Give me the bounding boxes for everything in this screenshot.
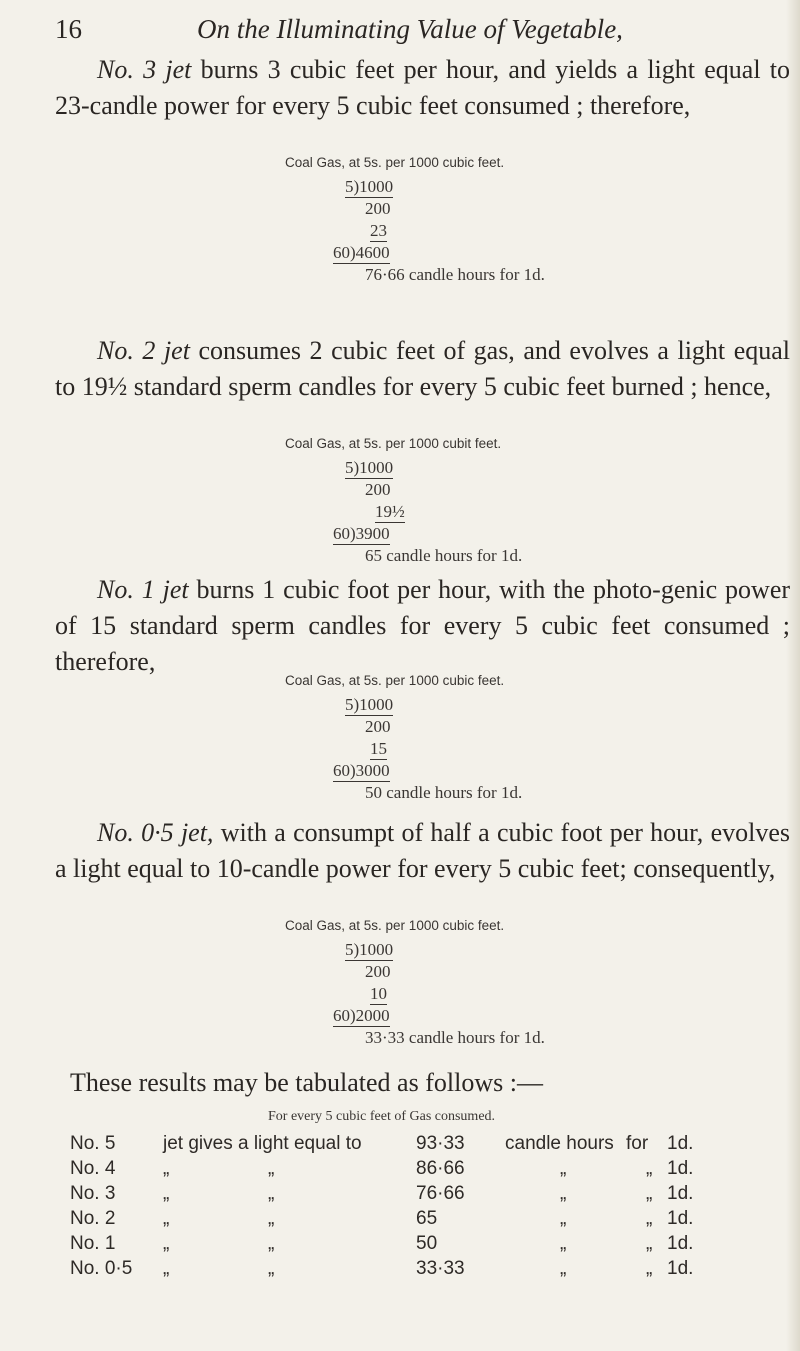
calc-result: 76·66 candle hours for 1d. — [365, 265, 545, 284]
row-ditto: „ — [163, 1183, 170, 1204]
row-ditto: „ — [560, 1258, 567, 1279]
calculation-jet-2 — [285, 436, 705, 565]
table-row — [70, 1133, 710, 1157]
calc-line: 23 — [370, 221, 387, 240]
row-price: 1d. — [667, 1208, 694, 1229]
calculation-jet-1 — [285, 673, 705, 802]
row-value: 65 — [416, 1208, 438, 1229]
calc-line: 200 — [365, 480, 391, 499]
row-ditto: „ — [560, 1183, 567, 1204]
calc-line: 60)3900 — [333, 524, 390, 543]
calc-result: 50 candle hours for 1d. — [365, 783, 523, 802]
table-row — [70, 1233, 710, 1257]
row-jet: No. 0·5 — [70, 1258, 133, 1279]
page-number: 16 — [55, 14, 82, 44]
jet-number: No. 0·5 — [97, 818, 174, 847]
row-ditto: „ — [646, 1158, 653, 1179]
row-price: 1d. — [667, 1158, 694, 1179]
calc-line: 200 — [365, 962, 391, 981]
row-ditto: „ — [560, 1158, 567, 1179]
paragraph-text: consumes 2 cubic feet of gas, and evolves a light equal to 19½ standard sperm candles for every 5 cubic feet burned ; hence, — [55, 336, 790, 401]
calc-caption: Coal Gas, at 5s. per 1000 cubit feet. — [285, 436, 502, 451]
jet-word: jet — [162, 575, 189, 604]
row-ditto: „ — [560, 1208, 567, 1229]
calc-line: 200 — [365, 717, 391, 736]
row-price: 1d. — [667, 1258, 694, 1279]
calc-line: 15 — [370, 739, 387, 758]
table-caption: For every 5 cubic feet of Gas consumed. — [268, 1109, 496, 1124]
jet-word: jet, — [180, 818, 214, 847]
row-jet: No. 1 — [70, 1233, 116, 1254]
row-jet: No. 4 — [70, 1158, 116, 1179]
table-intro: These results may be tabulated as follows :— — [70, 1068, 543, 1097]
row-phrase: jet gives a light equal to — [163, 1133, 362, 1154]
jet-word: jet — [163, 336, 190, 365]
row-jet: No. 2 — [70, 1208, 116, 1229]
row-price: 1d. — [667, 1233, 694, 1254]
row-for: for — [626, 1133, 649, 1154]
row-ditto: „ — [268, 1183, 275, 1204]
calc-line: 5)1000 — [345, 695, 394, 714]
calc-line: 60)3000 — [333, 761, 390, 780]
row-ditto: „ — [163, 1158, 170, 1179]
row-value: 93·33 — [416, 1133, 465, 1154]
row-ditto: „ — [646, 1233, 653, 1254]
calc-line: 200 — [365, 199, 391, 218]
row-ditto: „ — [268, 1158, 275, 1179]
row-ditto: „ — [268, 1208, 275, 1229]
calc-line: 19½ — [375, 502, 405, 521]
calc-caption: Coal Gas, at 5s. per 1000 cubic feet. — [285, 673, 505, 688]
table-row — [70, 1183, 710, 1207]
calc-line: 5)1000 — [345, 458, 394, 477]
table-row — [70, 1208, 710, 1232]
table-row — [70, 1258, 710, 1282]
calc-line: 10 — [370, 984, 387, 1003]
calculation-jet-0-5 — [285, 918, 705, 1047]
row-ditto: „ — [646, 1183, 653, 1204]
row-value: 76·66 — [416, 1183, 465, 1204]
paragraph-jet-0-5 — [55, 815, 790, 887]
row-value: 86·66 — [416, 1158, 465, 1179]
row-price: 1d. — [667, 1183, 694, 1204]
calc-result: 33·33 candle hours for 1d. — [365, 1028, 545, 1047]
row-value: 33·33 — [416, 1258, 465, 1279]
table-row — [70, 1158, 710, 1182]
jet-number: No. 1 — [97, 575, 155, 604]
paragraph-jet-3 — [55, 52, 790, 124]
calc-caption: Coal Gas, at 5s. per 1000 cubic feet. — [285, 918, 505, 933]
jet-word: jet — [165, 55, 192, 84]
row-ditto: „ — [163, 1233, 170, 1254]
calculation-jet-3 — [285, 155, 705, 300]
row-ditto: „ — [646, 1208, 653, 1229]
calc-caption: Coal Gas, at 5s. per 1000 cubic feet. — [285, 155, 505, 170]
jet-number: No. 2 — [97, 336, 156, 365]
running-title: On the Illuminating Value of Vegetable, — [197, 14, 623, 44]
row-unit: candle hours — [505, 1133, 614, 1154]
paragraph-jet-1 — [55, 572, 790, 680]
row-ditto: „ — [646, 1258, 653, 1279]
row-price: 1d. — [667, 1133, 694, 1154]
paragraph-text: burns 1 cubic foot per hour, with the photo-genic power of 15 standard sperm candles for every 5 cubic feet consumed ; therefore, — [55, 575, 791, 676]
calc-line: 5)1000 — [345, 177, 394, 196]
calc-line: 5)1000 — [345, 940, 394, 959]
calc-line: 60)4600 — [333, 243, 390, 262]
row-ditto: „ — [560, 1233, 567, 1254]
calc-result: 65 candle hours for 1d. — [365, 546, 523, 565]
row-ditto: „ — [163, 1208, 170, 1229]
row-jet: No. 5 — [70, 1133, 116, 1154]
paragraph-text: burns 3 cubic feet per hour, and yields a light equal to 23-candle power for every 5 cubic feet consumed ; therefore, — [55, 55, 791, 120]
jet-number: No. 3 — [97, 55, 157, 84]
calc-line: 60)2000 — [333, 1006, 390, 1025]
paragraph-text: with a consumpt of half a cubic foot per hour, evolves a light equal to 10-candle power for every 5 cubic feet; consequently, — [55, 818, 791, 883]
row-ditto: „ — [268, 1233, 275, 1254]
row-jet: No. 3 — [70, 1183, 116, 1204]
row-ditto: „ — [163, 1258, 170, 1279]
paragraph-jet-2 — [55, 333, 790, 405]
row-value: 50 — [416, 1233, 438, 1254]
row-ditto: „ — [268, 1258, 275, 1279]
